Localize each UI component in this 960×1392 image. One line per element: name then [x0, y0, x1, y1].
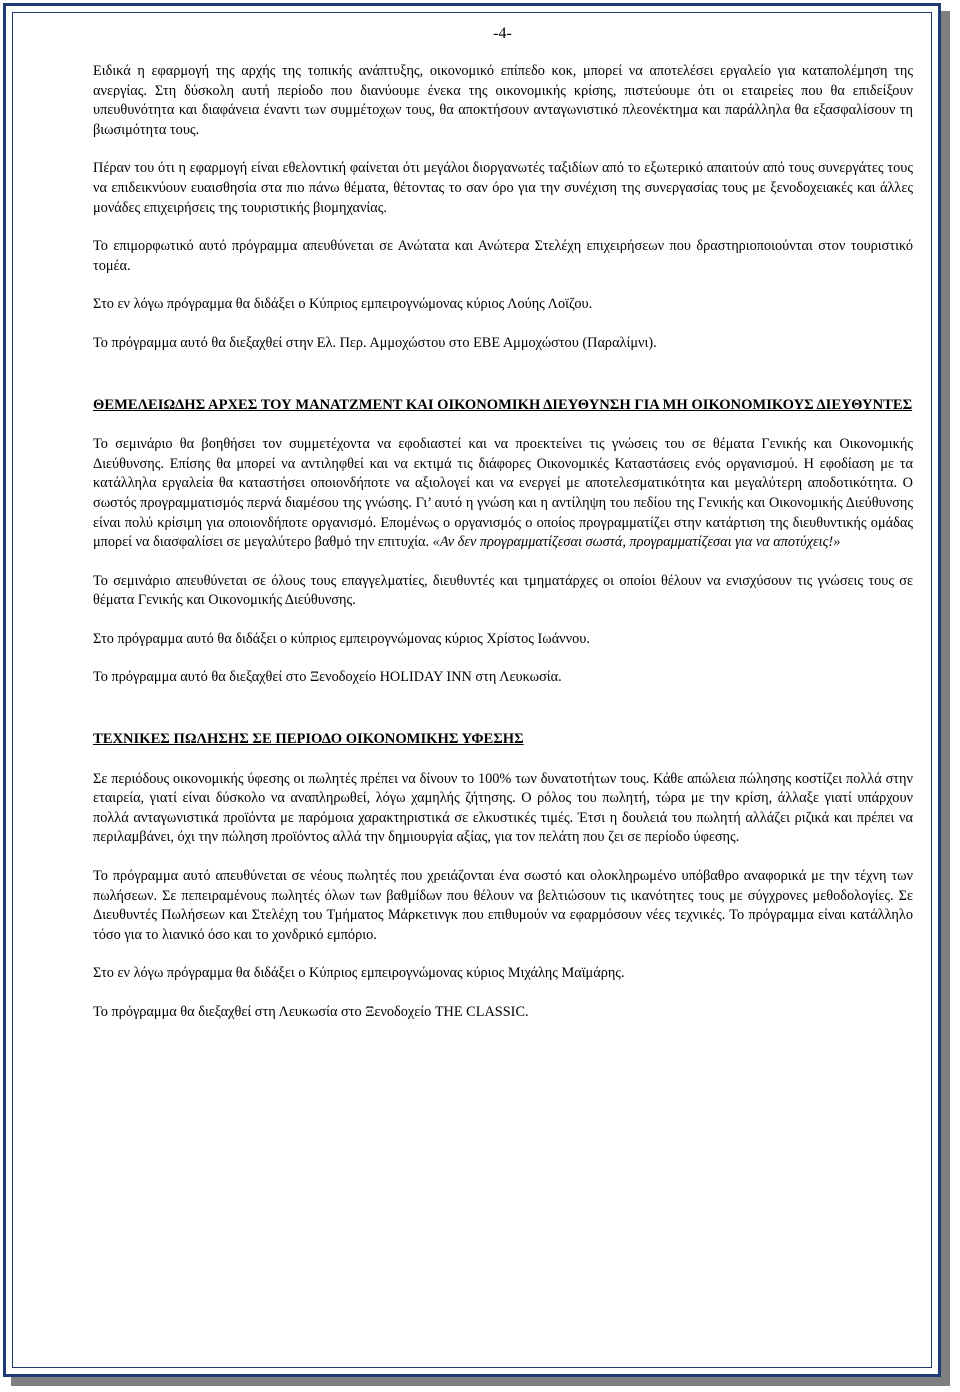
section-spacer — [93, 750, 913, 770]
intro-instructor: Στο εν λόγω πρόγραμμα θα διδάξει ο Κύπριος εμπειρογνώμονας κύριος Λούης Λοϊζου. — [93, 296, 593, 313]
fundamentals-instructor: Στο πρόγραμμα αυτό θα διδάξει ο κύπριος εμπειρογνώμονας κύριος Χρίστος Ιωάννου. — [93, 630, 590, 647]
intro-venue: Το πρόγραμμα αυτό θα διεξαχθεί στην Ελ. Περ. Αμμοχώστου στο ΕΒΕ Αμμοχώστου (Παραλίμνι). — [93, 334, 657, 351]
intro-paragraph-1: Ειδικά η εφαρμογή της αρχής της τοπικής ανάπτυξης, οικονομικό επίπεδο κοκ, μπορεί να αποτελέσει εργαλείο για καταπολέμηση της ανεργίας. Στη δύσκολη αυτή περίοδο που διανύουμε ένεκα της οικονομικής κρίσης, πιστεύουμε ότι οι εταιρείες που θα επιδείξουν υπευθυνότητα και διαφάνεια έναντι των συμμέτοχων τους, θα αποκτήσουν ανταγωνιστικό πλεονέκτημα και παράλληλα θα εξασφαλίσουν τη βιωσιμότητα τους. — [93, 63, 913, 138]
section-spacer — [93, 354, 913, 396]
section-spacer — [93, 415, 913, 435]
fundamentals-paragraph-2: Το σεμινάριο απευθύνεται σε όλους τους επαγγελματίες, διευθυντές και τμηματάρχες οι οποίοι θέλουν να ενισχύσουν τις γνώσεις τους σε θέματα Γενικής και Οικονομικής Διεύθυνσης. — [93, 572, 913, 609]
page-shadow-right — [941, 11, 950, 1385]
section-title-fundamentals: ΘΕΜΕΛΕΙΩΔΗΣ ΑΡΧΕΣ ΤΟΥ ΜΑΝΑΤΖΜΕΝΤ ΚΑΙ ΟΙΚΟΝΟΜΙΚΗ ΔΙΕΥΘΥΝΣΗ ΓΙΑ ΜΗ ΟΙΚΟΝΟΜΙΚΟΥΣ ΔΙΕΥΘΥΝΤΕΣ — [93, 396, 913, 413]
fundamentals-venue: Το πρόγραμμα αυτό θα διεξαχθεί στο Ξενοδοχείο HOLIDAY INN στη Λευκωσία. — [93, 669, 562, 686]
page-number: -4- — [493, 25, 512, 42]
section-spacer — [93, 688, 913, 730]
sales-paragraph-1: Σε περιόδους οικονομικής ύφεσης οι πωλητές πρέπει να δίνουν το 100% των δυνατοτήτων τους. Κάθε απώλεια πώλησης κοστίζει πολλά στην εταιρεία, γιατί είναι δύσκολο να αναπληρωθεί, λόγω χαμηλής ζήτησης. Ο ρόλος του πωλητή, τώρα με την κρίση, άλλαξε γιατί υπάρχουν πολλά ανταγωνιστικά προϊόντα με παρόμοια χαρακτηριστικά σε ελκυστικές τιμές. Έτσι η δουλειά του πωλητή αλλάζει ριζικά και πρέπει να περιλαμβάνει, όχι την πώληση προϊόντος αλλά την δημιουργία αξίας, για τον πελάτη που ζει σε περίοδο ύφεσης. — [93, 770, 913, 846]
sales-venue: Το πρόγραμμα θα διεξαχθεί στη Λευκωσία στο Ξενοδοχείο THE CLASSIC. — [93, 1004, 529, 1020]
intro-paragraph-3: Το επιμορφωτικό αυτό πρόγραμμα απευθύνεται σε Ανώτατα και Ανώτερα Στελέχη επιχειρήσεων που δραστηριοποιούνται στον τουριστικό τομέα. — [93, 238, 913, 274]
fundamentals-quote: «Αν δεν προγραμματίζεσαι σωστά, προγραμματίζεσαι για να αποτύχεις!» — [432, 534, 841, 551]
page-shadow-bottom — [11, 1377, 950, 1386]
section-title-sales: ΤΕΧΝΙΚΕΣ ΠΩΛΗΣΗΣ ΣΕ ΠΕΡΙΟΔΟ ΟΙΚΟΝΟΜΙΚΗΣ ΥΦΕΣΗΣ — [93, 731, 524, 748]
fundamentals-paragraph-1-text: Το σεμινάριο θα βοηθήσει τον συμμετέχοντα να εφοδιαστεί και να προεκτείνει τις γνώσεις του σε θέματα Γενικής και Οικονομικής Διεύθυνσης. Επίσης θα μπορεί να αντιληφθεί και να εκτιμά τις διάφορες Οικονομικές Καταστάσεις ενός οργανισμού. Η εφοδίαση με τα κατάλληλα εργαλεία θα καταστήσει οποιονδήποτε να αξιολογεί και να ενεργεί με αποτελεσματικότητα και μεγαλύτερη αποδοτικότητα. Ο σωστός προγραμματισμός περνά διαμέσου της γνώσης. Γι’ αυτό η γνώση και η αντίληψη του πεδίου της Γενικής και Οικονομικής Διεύθυνσης είναι πολύ κρίσιμη για οποιονδήποτε οργανισμό. Επομένως ο οργανισμός ο οποίος προγραμματίζει στην κατάρτιση της διευθυντικής ομάδας μπορεί να διασφαλίσει σε μεγαλύτερο βαθμό την επιτυχία. — [93, 436, 913, 551]
intro-paragraph-2: Πέραν του ότι η εφαρμογή είναι εθελοντική φαίνεται ότι μεγάλοι διοργανωτές ταξιδίων από το εξωτερικό απαιτούν από τους συνεργάτες τους να επιδεικνύουν ευαισθησία στα πιο πάνω θέματα, θέτοντας το σαν όρο για την συνέχιση της συνεργασίας τους με ξενοδοχειακές και άλλες μονάδες επιχειρήσεις της τουριστικής βιομηχανίας. — [93, 160, 913, 216]
fundamentals-paragraph-1 — [93, 435, 913, 553]
document-body — [93, 62, 913, 1023]
sales-instructor: Στο εν λόγω πρόγραμμα θα διδάξει ο Κύπριος εμπειρογνώμονας κύριος Μιχάλης Μαϊμάρης. — [93, 965, 625, 982]
sales-paragraph-2: Το πρόγραμμα αυτό απευθύνεται σε νέους πωλητές που χρειάζονται ένα σωστό και ολοκληρωμένο υπόβαθρο αναφορικά με την τέχνη των πωλήσεων. Σε πεπειραμένους πωλητές όλων των βαθμίδων που θέλουν να βελτιώσουν τις ικανότητες τους με σύγχρονες μεθοδολογίες. Σε Διευθυντές Πωλήσεων και Στελέχη του Τμήματος Μάρκετινγκ που επιθυμούν να εφαρμόσουν νέες τεχνικές. Το πρόγραμμα είναι κατάλληλο τόσο για το λιανικό όσο και το χονδρικό εμπόριο. — [93, 868, 913, 943]
